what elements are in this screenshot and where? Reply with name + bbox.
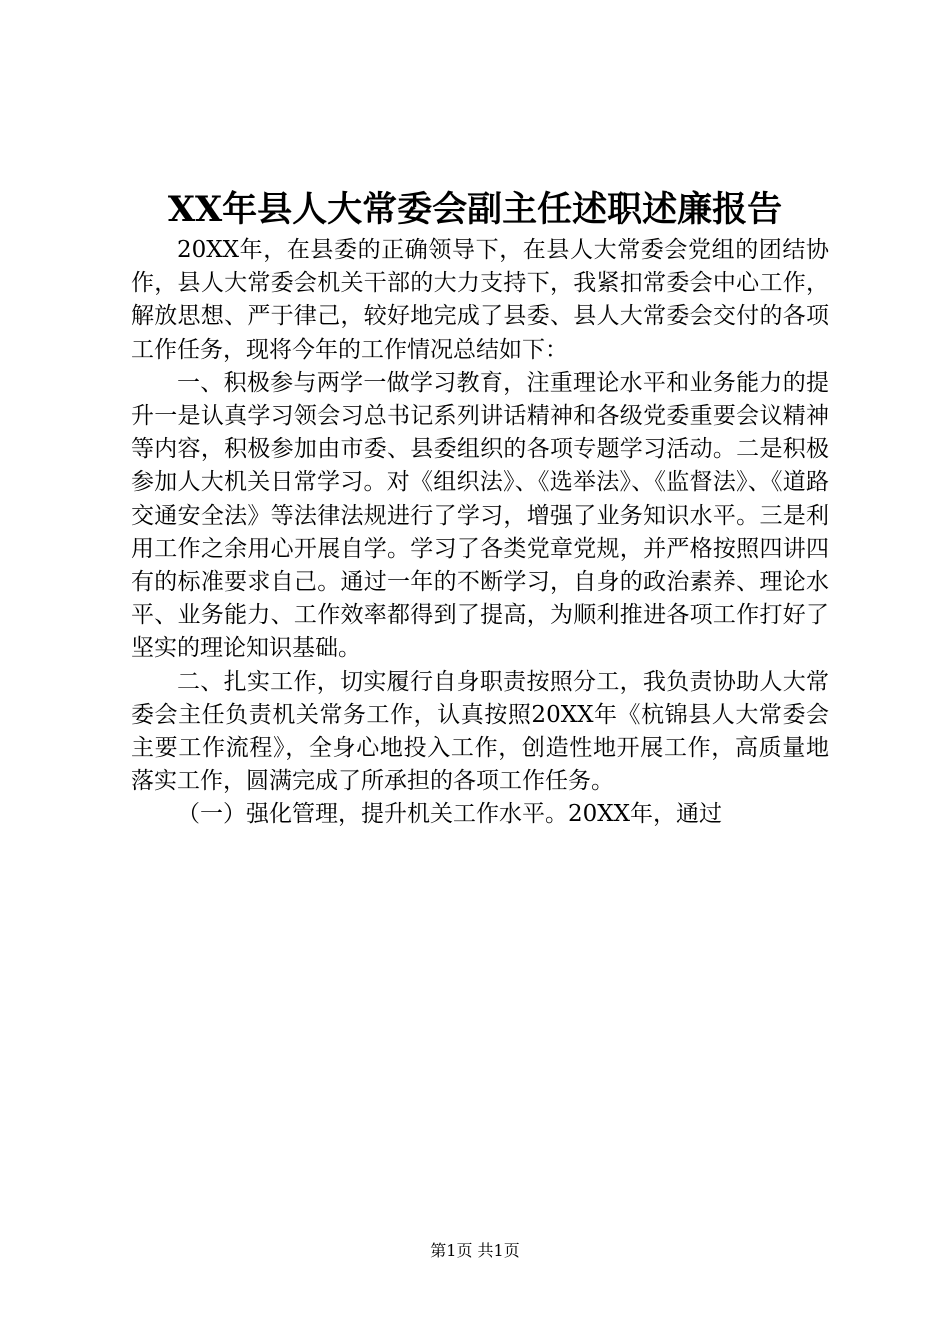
document-body (131, 234, 829, 832)
paragraph-section-two: 二、扎实工作，切实履行自身职责按照分工，我负责协助人大常委会主任负责机关常务工作，认真按照20XX年《杭锦县人大常委会主要工作流程》，全身心地投入工作，创造性地开展工作，高质量地落实工作，圆满完成了所承担的各项工作任务。 (131, 668, 829, 795)
page-total: 共1页 (477, 1241, 520, 1260)
paragraph-subsection-one: （一）强化管理，提升机关工作水平。20XX年，通过 (177, 801, 723, 828)
page-number: 第1页 (430, 1241, 473, 1260)
page-footer (0, 1240, 950, 1262)
paragraph-section-one: 一、积极参与两学一做学习教育，注重理论水平和业务能力的提升一是认真学习领会习总书记系列讲话精神和各级党委重要会议精神等内容，积极参加由市委、县委组织的各项专题学习活动。二是积极参加人大机关日常学习。对《组织法》、《选举法》、《监督法》、《道路交通安全法》等法律法规进行了学习，增强了业务知识水平。三是利用工作之余用心开展自学。学习了各类党章党规，并严格按照四讲四有的标准要求自己。通过一年的不断学习，自身的政治素养、理论水平、业务能力、工作效率都得到了提高，为顺利推进各项工作打好了坚实的理论知识基础。 (131, 369, 829, 662)
paragraph-intro: 20XX年，在县委的正确领导下，在县人大常委会党组的团结协作，县人大常委会机关干部的大力支持下，我紧扣常委会中心工作，解放思想、严于律己，较好地完成了县委、县人大常委会交付的各项工作任务，现将今年的工作情况总结如下： (131, 237, 829, 363)
document-title: XX年县人大常委会副主任述职述廉报告 (167, 189, 783, 230)
